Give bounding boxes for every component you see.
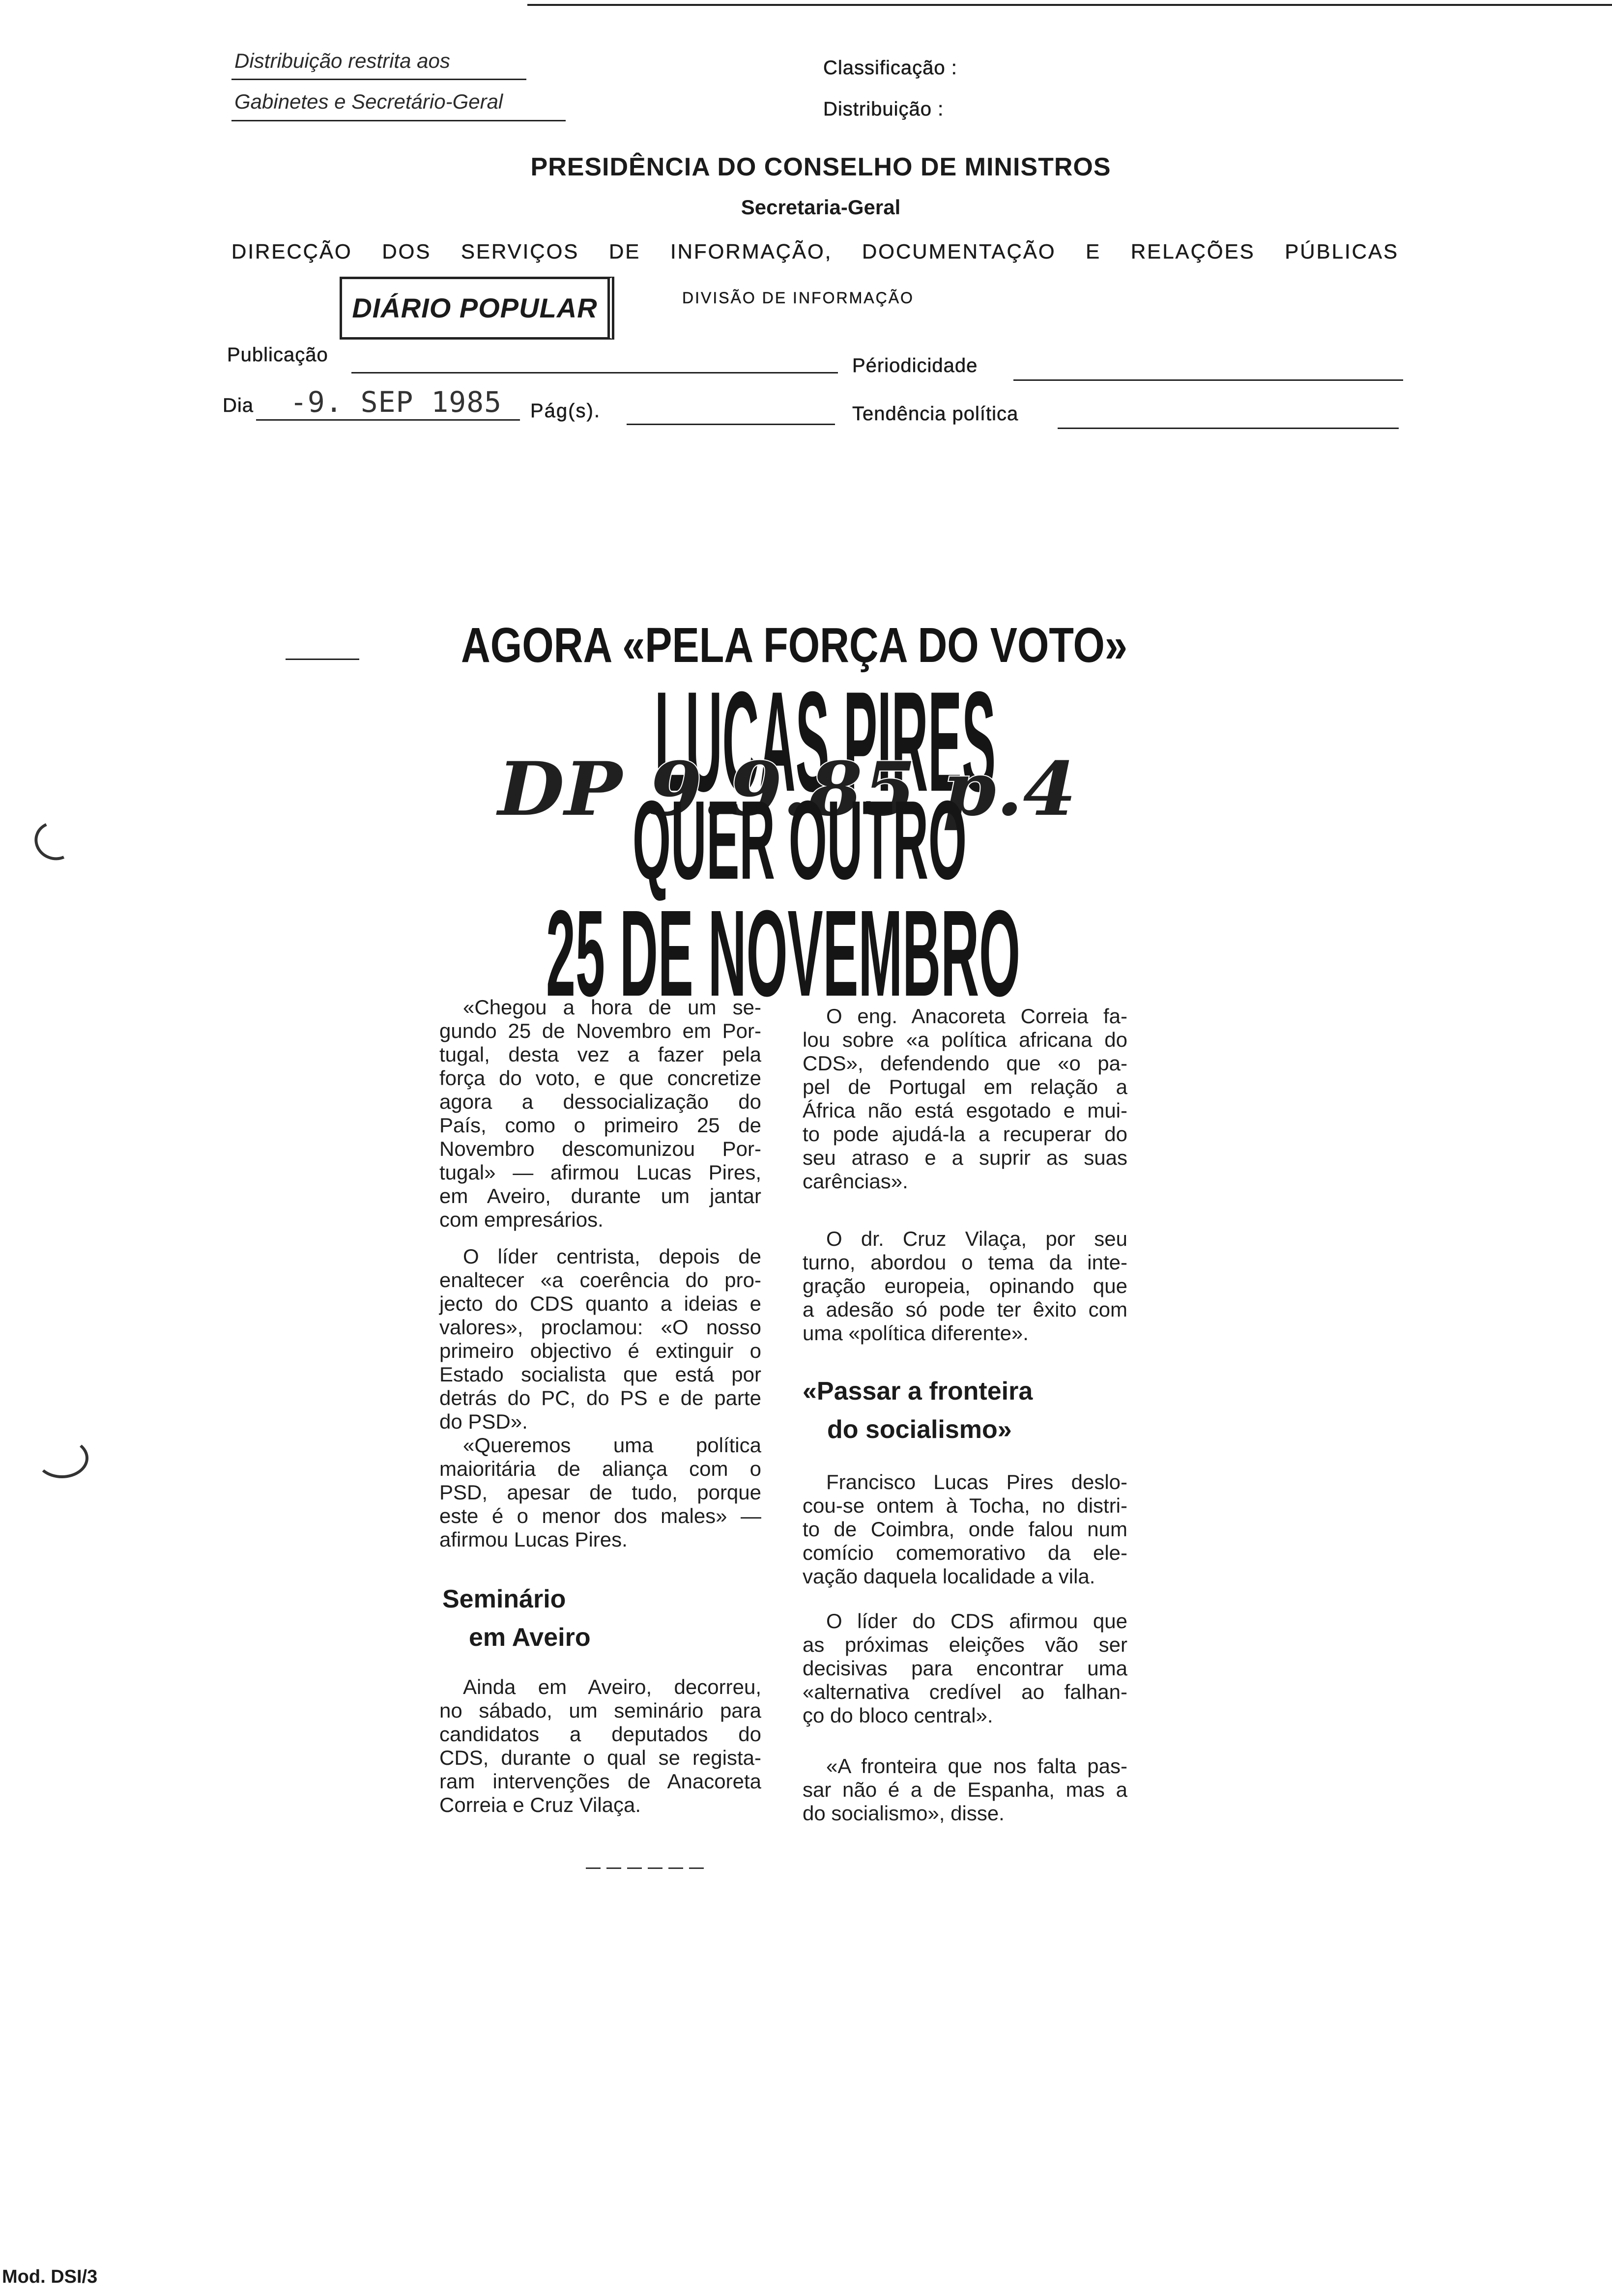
text-line: CDS», defendendo que «o pa-: [803, 1052, 1127, 1075]
date-stamp: -9. SEP 1985: [290, 385, 502, 419]
publication-stamp: DIÁRIO POPULAR: [340, 277, 614, 340]
text-line: uma «política diferente».: [803, 1321, 1029, 1345]
text-line: Novembro descomunizou Por-: [439, 1137, 761, 1160]
text-line: to pode ajudá-la a recuperar do: [803, 1122, 1127, 1146]
headline-line-1: LUCAS PIRES: [655, 662, 996, 821]
text-line: em Aveiro, durante um jantar: [439, 1184, 761, 1207]
political-tendency-field-line: [1058, 428, 1399, 429]
division-title: DIVISÃO DE INFORMAÇÃO: [682, 289, 914, 307]
text-line: carências».: [803, 1170, 908, 1193]
institution-title: PRESIDÊNCIA DO CONSELHO DE MINISTROS: [530, 153, 1111, 181]
text-line: cou-se ontem à Tocha, no distri-: [803, 1494, 1127, 1517]
pages-field-line: [627, 424, 835, 425]
distribution-underline-1: [231, 79, 526, 80]
text-line: O líder do CDS afirmou que: [826, 1609, 1127, 1633]
right-column-paragraph-3: [803, 1470, 1127, 1588]
left-column-paragraph-3: [439, 1434, 761, 1551]
text-line: pel de Portugal em relação a: [803, 1075, 1127, 1098]
day-label: Dia: [223, 395, 254, 416]
text-line: O dr. Cruz Vilaça, por seu: [826, 1227, 1127, 1250]
text-line: «Queremos uma política: [463, 1434, 761, 1457]
text-line: «Chegou a hora de um se-: [463, 996, 761, 1019]
text-line: seu atraso e a suprir as suas: [803, 1146, 1127, 1169]
text-line: tugal» — afirmou Lucas Pires,: [439, 1161, 761, 1184]
left-column-paragraph-2: [439, 1245, 761, 1434]
text-line: lou sobre «a política africana do: [803, 1028, 1127, 1051]
right-subheading-line-2: do socialismo»: [827, 1415, 1012, 1444]
text-line: sar não é a de Espanha, mas a: [803, 1778, 1127, 1801]
text-line: comício comemorativo da ele-: [803, 1541, 1127, 1564]
text-line: afirmou Lucas Pires.: [439, 1528, 628, 1551]
text-line: este é o menor dos males» —: [439, 1504, 761, 1527]
day-field-line: [256, 419, 520, 421]
distribution-label: Distribuição :: [823, 98, 944, 120]
top-edge-rule: [527, 4, 1612, 6]
text-line: agora a dessocialização do: [439, 1090, 761, 1113]
political-tendency-label: Tendência política: [852, 403, 1019, 425]
text-line: as próximas eleições vão ser: [803, 1633, 1127, 1656]
text-line: no sábado, um seminário para: [439, 1699, 761, 1722]
distribution-restriction-line2: Gabinetes e Secretário-Geral: [234, 90, 503, 113]
distribution-restriction-line1: Distribuição restrita aos: [234, 49, 450, 72]
punch-hole-mark-upper: [29, 816, 81, 866]
left-subheading-line-2: em Aveiro: [469, 1623, 591, 1652]
clipping-side-dash: [286, 659, 359, 660]
handwritten-note: DP 9.9.85 p.4: [495, 746, 1076, 832]
clipping-bottom-dash: [586, 1867, 704, 1869]
clipping-headline: [446, 580, 1134, 1012]
headline-line-2: QUER OUTRO: [633, 778, 967, 903]
text-line: gração europeia, opinando que: [803, 1274, 1127, 1297]
secretariat-title: Secretaria-Geral: [741, 196, 901, 219]
text-line: PSD, apesar de tudo, porque: [439, 1481, 761, 1504]
text-line: O eng. Anacoreta Correia fa-: [826, 1004, 1127, 1028]
text-line: tugal, desta vez a fazer pela: [439, 1043, 761, 1066]
text-line: maioritária de aliança com o: [439, 1457, 761, 1480]
text-line: candidatos a deputados do: [439, 1722, 761, 1746]
text-line: O líder centrista, depois de: [463, 1245, 761, 1268]
text-line: Ainda em Aveiro, decorreu,: [463, 1675, 761, 1698]
text-line: vação daquela localidade a vila.: [803, 1565, 1095, 1588]
periodicity-label: Périodicidade: [852, 355, 978, 376]
form-code: Mod. DSI/3: [2, 2267, 98, 2287]
periodicity-field-line: [1013, 379, 1403, 381]
text-line: a adesão só pode ter êxito com: [803, 1298, 1127, 1321]
text-line: ram intervenções de Anacoreta: [439, 1770, 761, 1793]
text-line: Estado socialista que está por: [439, 1363, 761, 1386]
text-line: Francisco Lucas Pires deslo-: [826, 1470, 1127, 1493]
text-line: do socialismo», disse.: [803, 1802, 1005, 1825]
text-line: jecto do CDS quanto a ideias e: [439, 1292, 761, 1315]
text-line: África não está esgotado e mui-: [803, 1099, 1127, 1122]
text-line: Correia e Cruz Vilaça.: [439, 1793, 641, 1816]
text-line: ço do bloco central».: [803, 1704, 993, 1727]
text-line: valores», proclamou: «O nosso: [439, 1316, 761, 1339]
left-subheading-line-1: Seminário: [442, 1585, 566, 1613]
right-column-paragraph-4: [803, 1609, 1127, 1727]
right-subheading: [803, 1372, 1033, 1449]
right-column-paragraph-5: [803, 1754, 1127, 1825]
right-column-paragraph-2: [803, 1227, 1127, 1345]
text-line: «A fronteira que nos falta pas-: [826, 1754, 1127, 1778]
text-line: turno, abordou o tema da inte-: [803, 1251, 1127, 1274]
distribution-underline-2: [231, 120, 566, 121]
text-line: to de Coimbra, onde falou num: [803, 1518, 1127, 1541]
left-subheading: [442, 1580, 591, 1657]
punch-hole-mark-lower: [35, 1438, 88, 1478]
text-line: com empresários.: [439, 1208, 604, 1231]
headline-kicker: AGORA «PELA FORÇA DO VOTO»: [461, 618, 1127, 673]
text-line: País, como o primeiro 25 de: [439, 1114, 761, 1137]
publication-label: Publicação: [227, 344, 328, 366]
text-line: decisivas para encontrar uma: [803, 1657, 1127, 1680]
text-line: primeiro objectivo é extinguir o: [439, 1339, 761, 1362]
left-column-paragraph-1: [439, 996, 761, 1232]
publication-field-line: [351, 372, 838, 373]
pages-label: Pág(s).: [530, 400, 601, 422]
directorate-title: DIRECÇÃO DOS SERVIÇOS DE INFORMAÇÃO, DOCUMENTAÇÃO E RELAÇÕES PÚBLICAS: [231, 240, 1399, 263]
text-line: força do voto, e que concretize: [439, 1066, 761, 1090]
text-line: detrás do PC, do PS e de parte: [439, 1386, 761, 1409]
right-column-paragraph-1: [803, 1004, 1127, 1193]
classification-label: Classificação :: [823, 57, 957, 79]
headline-line-3: 25 DE NOVEMBRO: [546, 885, 1020, 1012]
left-column-paragraph-4: [439, 1675, 761, 1817]
text-line: gundo 25 de Novembro em Por-: [439, 1019, 761, 1042]
text-line: «alternativa credível ao falhan-: [803, 1680, 1127, 1703]
text-line: do PSD».: [439, 1410, 528, 1433]
text-line: enaltecer «a coerência do pro-: [439, 1268, 761, 1292]
right-subheading-line-1: «Passar a fronteira: [803, 1377, 1033, 1406]
text-line: CDS, durante o qual se regista-: [439, 1746, 761, 1769]
